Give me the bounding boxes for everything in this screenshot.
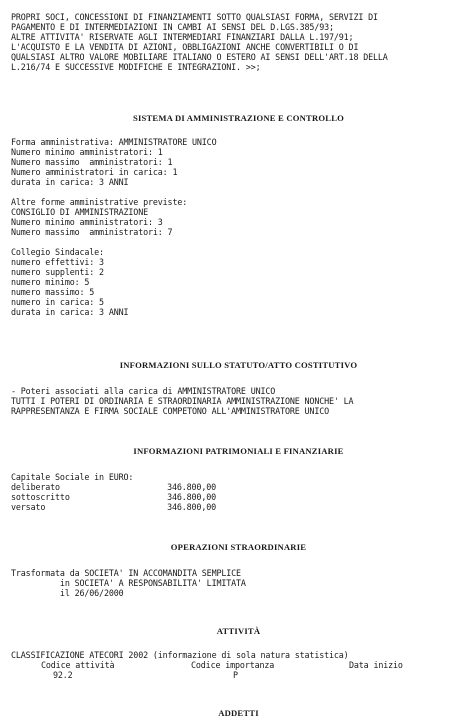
forma-amministrativa xyxy=(11,137,466,187)
text-line: Forma amministrativa: AMMINISTRATORE UNICO xyxy=(11,137,217,147)
text-line: numero minimo: 5 xyxy=(11,277,90,287)
section-straordinarie xyxy=(11,542,466,598)
text-line: Numero minimo amministratori: 1 xyxy=(11,147,163,157)
text-line: TUTTI I POTERI DI ORDINARIA E STRAORDINARIA AMMINISTRAZIONE NONCHE' LA xyxy=(11,396,354,406)
section-attivita xyxy=(11,626,466,680)
section-heading: SISTEMA DI AMMINISTRAZIONE E CONTROLLO xyxy=(132,113,345,123)
val-codice-attivita: 92.2 xyxy=(53,670,73,680)
text-line: numero effettivi: 3 xyxy=(11,257,104,267)
atecori-value-row xyxy=(11,670,466,680)
text-line: numero in carica: 5 xyxy=(11,297,104,307)
text-line: Numero amministratori in carica: 1 xyxy=(11,167,178,177)
capitale-title: Capitale Sociale in EURO: xyxy=(11,472,134,482)
atecori-header-row xyxy=(11,660,466,670)
section-statuto xyxy=(11,360,466,416)
col-data-inizio: Data inizio xyxy=(349,660,403,670)
text-line: - Poteri associati alla carica di AMMINISTRATORE UNICO xyxy=(11,386,276,396)
section-heading: ADDETTI xyxy=(218,708,259,718)
capitale-label: sottoscritto xyxy=(11,492,70,502)
text-line: Numero massimo amministratori: 1 xyxy=(11,157,173,167)
text-line: Numero minimo amministratori: 3 xyxy=(11,217,163,227)
intro-line: PROPRI SOCI, CONCESSIONI DI FINANZIAMENTI SOTTO QUALSIASI FORMA, SERVIZI DI xyxy=(11,12,378,22)
altre-forme xyxy=(11,197,466,237)
section-amministrazione xyxy=(11,113,466,317)
atecori-classificazione: CLASSIFICAZIONE ATECORI 2002 (informazione di sola natura statistica) xyxy=(11,650,349,660)
intro-line: PAGAMENTO E DI INTERMEDIAZIONI IN CAMBI AI SENSI DEL D.LGS.385/93; xyxy=(11,22,334,32)
intro-line: L.216/74 E SUCCESSIVE MODIFICHE E INTEGRAZIONI. >>; xyxy=(11,62,261,72)
capitale-label: deliberato xyxy=(11,482,60,492)
text-line: CONSIGLIO DI AMMINISTRAZIONE xyxy=(11,207,148,217)
section-patrimonio xyxy=(11,446,466,512)
intro-line: QUALSIASI ALTRO VALORE MOBILIARE ITALIANO O ESTERO AI SENSI DELL'ART.18 DELLA xyxy=(11,52,388,62)
text-line: durata in carica: 3 ANNI xyxy=(11,177,129,187)
section-heading: OPERAZIONI STRAORDINARIE xyxy=(170,542,307,552)
section-addetti xyxy=(11,708,466,718)
capitale-table xyxy=(11,482,216,512)
section-heading: INFORMAZIONI PATRIMONIALI E FINANZIARIE xyxy=(133,446,344,456)
section-heading: ATTIVITÀ xyxy=(216,626,261,636)
text-line: il 26/06/2000 xyxy=(11,588,124,598)
col-codice-importanza: Codice importanza xyxy=(191,660,275,670)
capitale-value: 346.800,00 xyxy=(167,492,216,502)
text-line: Numero massimo amministratori: 7 xyxy=(11,227,173,237)
text-line: durata in carica: 3 ANNI xyxy=(11,307,129,317)
text-line: Collegio Sindacale: xyxy=(11,247,104,257)
text-line: Altre forme amministrative previste: xyxy=(11,197,188,207)
intro-text xyxy=(11,12,471,72)
section-heading: INFORMAZIONI SULLO STATUTO/ATTO COSTITUTIVO xyxy=(119,360,358,370)
text-line: in SOCIETA' A RESPONSABILITA' LIMITATA xyxy=(11,578,246,588)
text-line: RAPPRESENTANZA E FIRMA SOCIALE COMPETONO ALL'AMMINISTRATORE UNICO xyxy=(11,406,329,416)
table-row xyxy=(11,502,216,512)
col-codice-attivita: Codice attività xyxy=(41,660,115,670)
text-line: numero massimo: 5 xyxy=(11,287,95,297)
table-row xyxy=(11,492,216,502)
capitale-label: versato xyxy=(11,502,46,512)
table-row xyxy=(11,482,216,492)
text-line: Trasformata da SOCIETA' IN ACCOMANDITA SEMPLICE xyxy=(11,568,241,578)
val-codice-importanza: P xyxy=(233,670,238,680)
text-line: numero supplenti: 2 xyxy=(11,267,104,277)
intro-line: ALTRE ATTIVITA' RISERVATE AGLI INTERMEDIARI FINANZIARI DALLA L.197/91; xyxy=(11,32,354,42)
capitale-value: 346.800,00 xyxy=(167,482,216,492)
capitale-value: 346.800,00 xyxy=(167,502,216,512)
intro-line: L'ACQUISTO E LA VENDITA DI AZIONI, OBBLIGAZIONI ANCHE CONVERTIBILI O DI xyxy=(11,42,359,52)
collegio-sindacale xyxy=(11,247,466,317)
